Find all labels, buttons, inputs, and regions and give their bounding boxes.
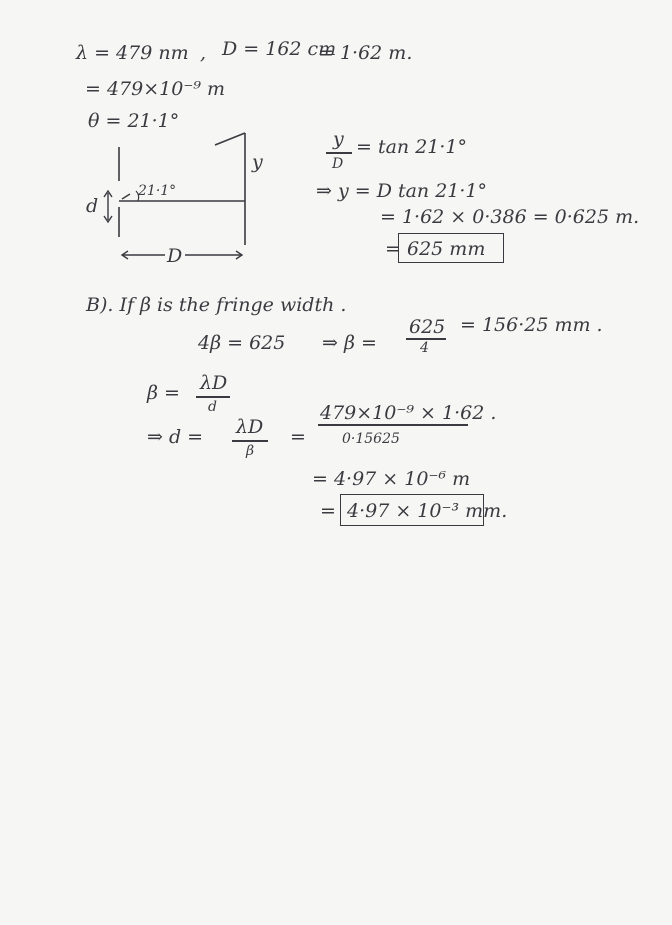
d-formula-numerator: λD (236, 416, 264, 438)
fringe-width-value: = 156·25 mm . (460, 314, 603, 336)
beta-formula-denominator: d (208, 399, 217, 415)
fraction-bar (318, 424, 468, 426)
d-rhs-denominator: 0·15625 (342, 431, 400, 447)
d-result-equals: = (320, 500, 336, 522)
fraction-bar (326, 152, 352, 154)
comma: , (200, 42, 207, 64)
y-equation: ⇒ y = D tan 21·1° (316, 180, 488, 202)
d-formula-lhs: ⇒ d = (147, 426, 204, 448)
frac-625-numerator: 625 (409, 316, 446, 338)
geometry-diagram (80, 125, 280, 274)
beta-implies: ⇒ β = (322, 332, 377, 354)
label-d: d (86, 195, 99, 217)
answer-box-a (398, 233, 504, 263)
lambda-in-metres: = 479×10⁻⁹ m (85, 78, 226, 100)
answer-box-b (340, 494, 508, 526)
d-rhs-numerator: 479×10⁻⁹ × 1·62 . (320, 402, 497, 424)
result-equals: = (385, 238, 401, 260)
answer-b: 4·97 × 10⁻³ mm. (347, 500, 508, 522)
frac-y-numerator: y (333, 128, 344, 150)
fraction-bar (196, 396, 230, 398)
frac-4-denominator: 4 (420, 340, 429, 356)
distance-given-m: = 1·62 m. (318, 42, 413, 64)
label-D: D (167, 245, 183, 267)
label-angle: 21·1° (138, 183, 177, 199)
part-b-heading: B). If β is the fringe width . (86, 294, 347, 316)
tan-equation: = tan 21·1° (356, 136, 468, 158)
numeric-substitution: = 1·62 × 0·386 = 0·625 m. (380, 206, 640, 228)
d-equals: = (290, 426, 306, 448)
beta-formula-lhs: β = (147, 382, 180, 404)
four-beta-equation: 4β = 625 (198, 332, 286, 354)
d-formula-denominator: β (246, 443, 255, 459)
frac-D-denominator: D (332, 156, 344, 172)
answer-a: 625 mm (407, 238, 486, 260)
label-y: y (252, 151, 263, 173)
beta-formula-numerator: λD (200, 372, 228, 394)
fraction-bar (232, 440, 268, 442)
distance-given-cm: D = 162 cm (222, 38, 337, 60)
theta-given: θ = 21·1° (88, 110, 180, 132)
d-value-metres: = 4·97 × 10⁻⁶ m (312, 468, 471, 490)
lambda-given: λ = 479 nm (76, 42, 189, 64)
